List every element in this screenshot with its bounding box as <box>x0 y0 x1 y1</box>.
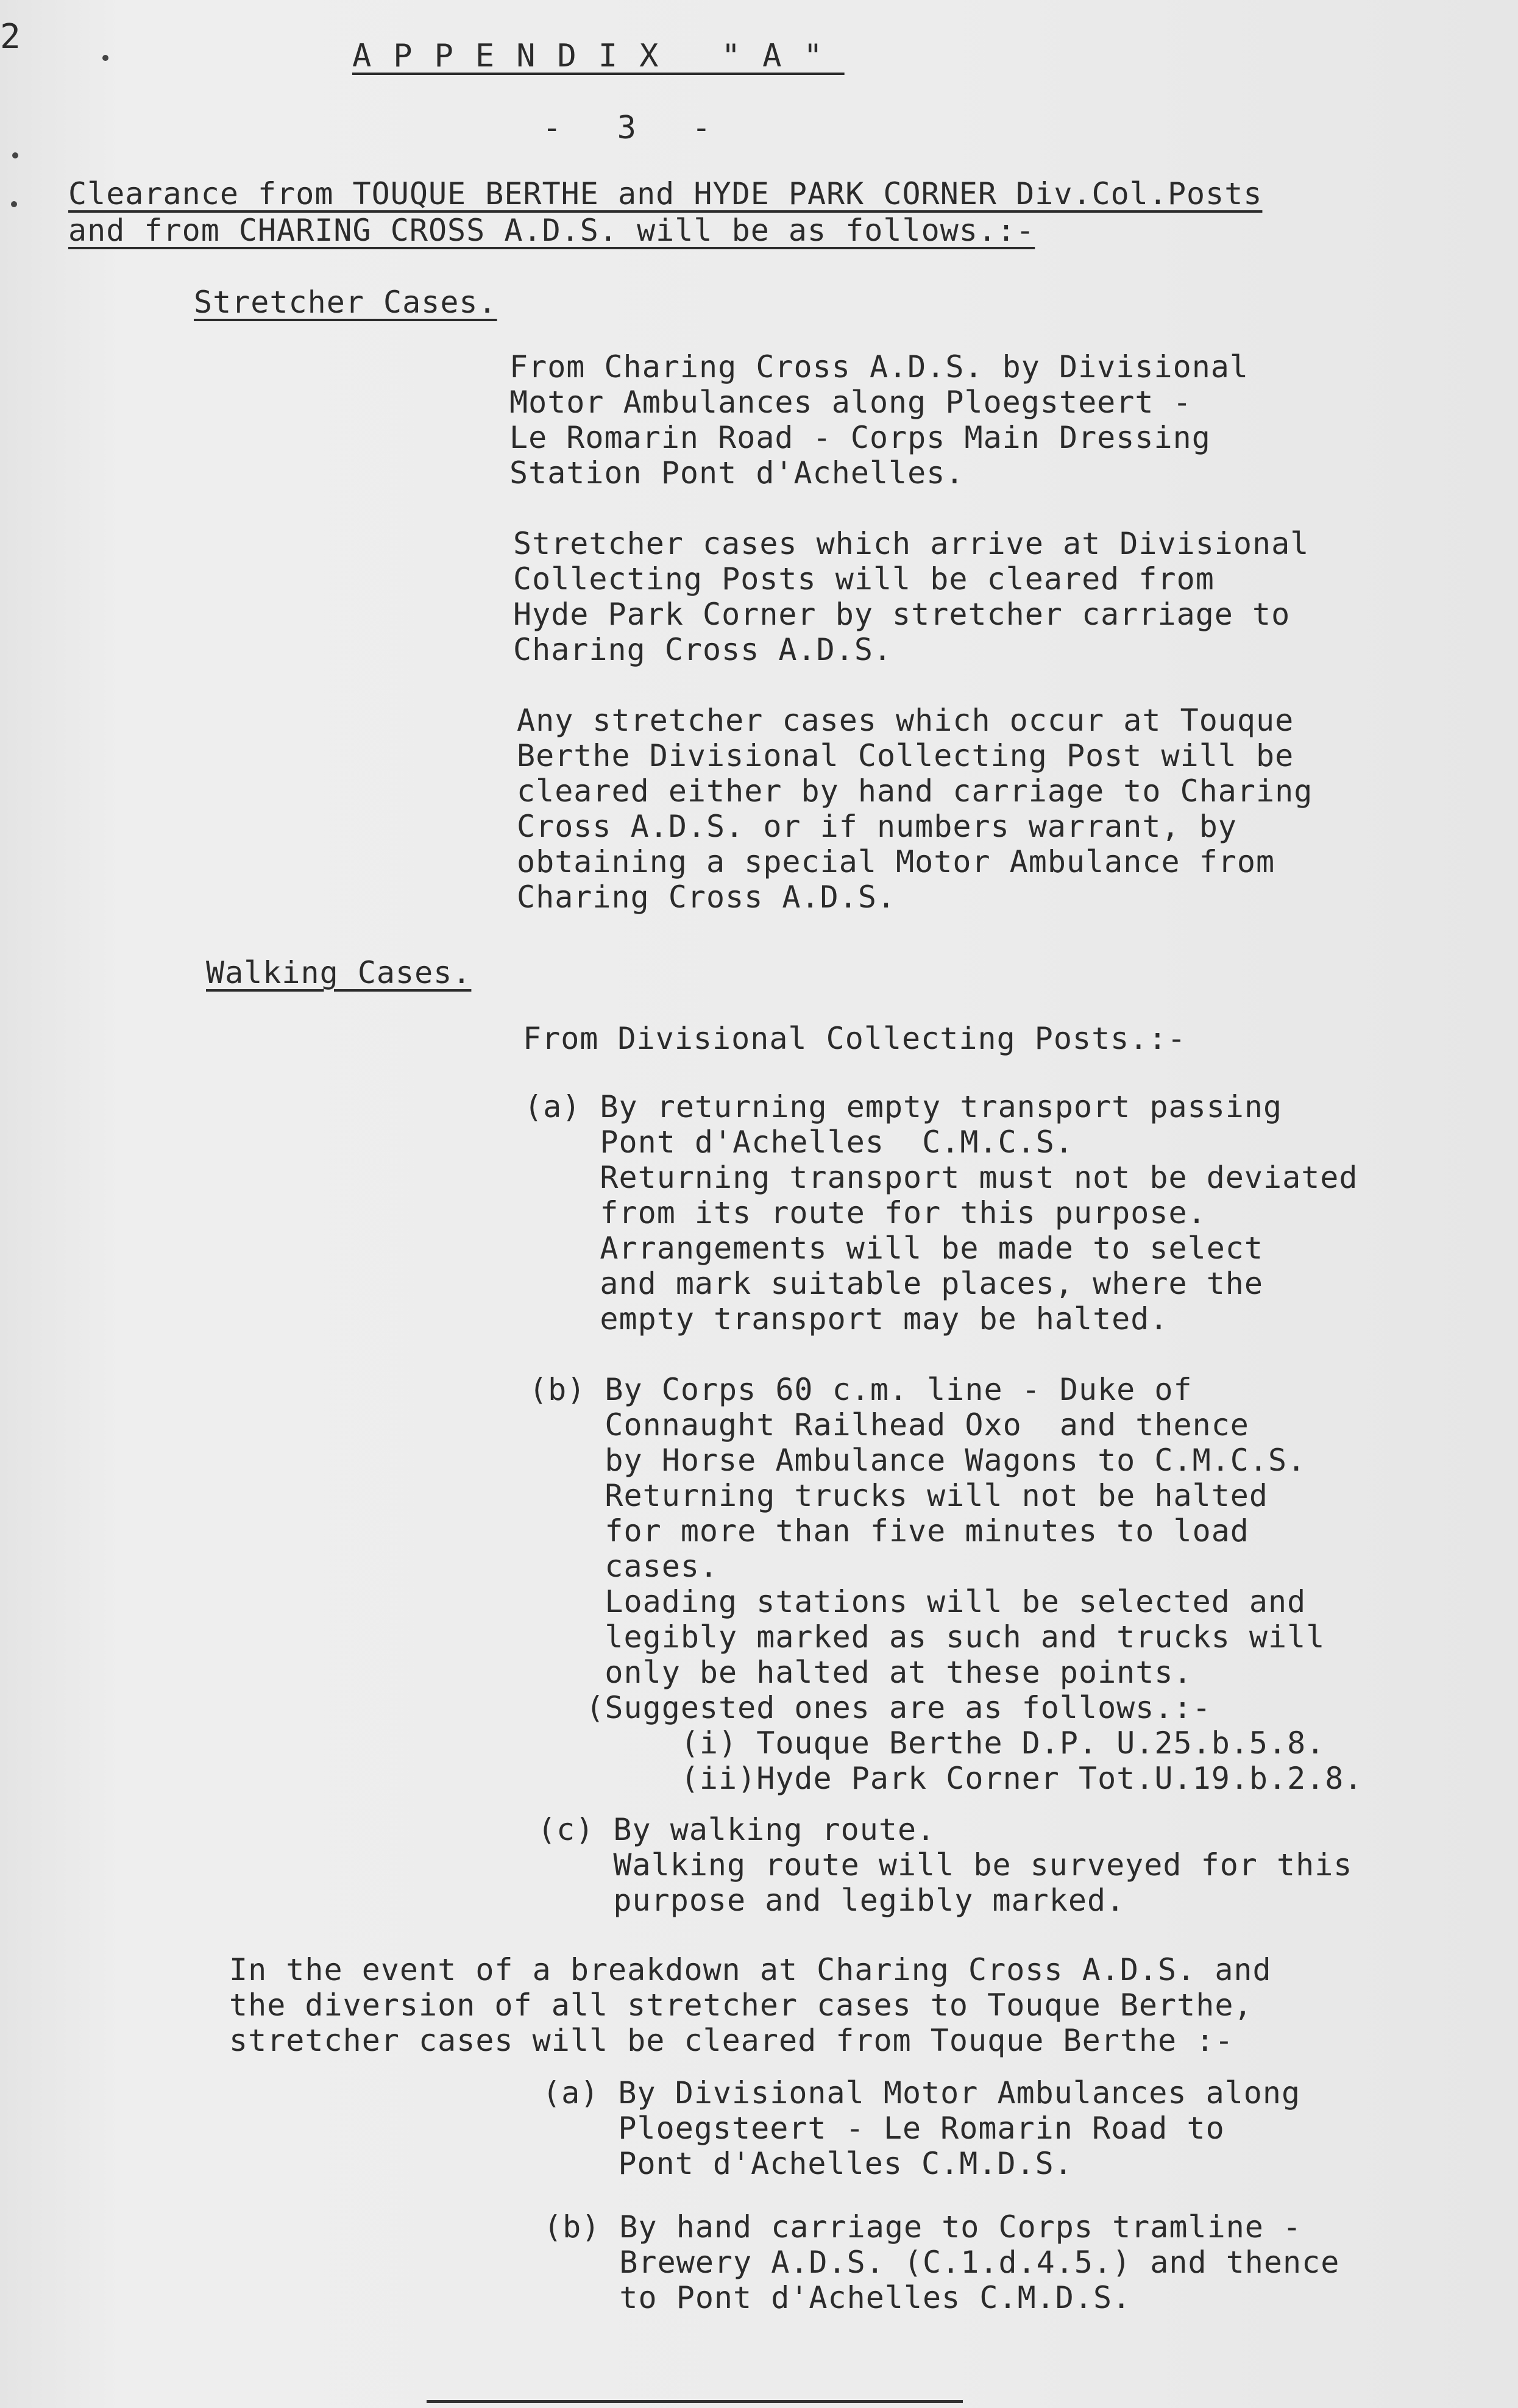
text-line: Station Pont d'Achelles. <box>509 455 965 491</box>
closing-rule <box>427 2400 963 2403</box>
text-line: From Charing Cross A.D.S. by Divisional <box>509 349 1249 385</box>
appendix-title: APPENDIX "A" <box>352 38 845 74</box>
text-line: Stretcher cases which arrive at Divisional <box>513 526 1310 561</box>
heading-line-2: and from CHARING CROSS A.D.S. will be as follows.:- <box>68 213 1035 248</box>
text-line: Walking route will be surveyed for this <box>537 1847 1353 1883</box>
text-line: Le Romarin Road - Corps Main Dressing <box>509 420 1211 455</box>
text-line: Returning transport must not be deviated <box>524 1160 1358 1195</box>
text-line: empty transport may be halted. <box>524 1301 1169 1337</box>
text-line: (a) By Divisional Motor Ambulances along <box>542 2075 1301 2111</box>
text-line: (Suggested ones are as follows.:- <box>529 1690 1211 1725</box>
text-line: Charing Cross A.D.S. <box>513 632 893 667</box>
text-line: legibly marked as such and trucks will <box>529 1619 1325 1655</box>
text-line: Cross A.D.S. or if numbers warrant, by <box>517 809 1237 844</box>
margin-number: 2 <box>0 17 21 57</box>
text-line: purpose and legibly marked. <box>537 1883 1126 1918</box>
punch-mark <box>12 152 18 158</box>
text-line: stretcher cases will be cleared from Touque Berthe :- <box>229 2023 1234 2058</box>
text-line: (b) By hand carriage to Corps tramline - <box>544 2209 1302 2245</box>
text-line: Connaught Railhead Oxo and thence <box>529 1407 1249 1443</box>
text-line: Returning trucks will not be halted <box>529 1478 1268 1513</box>
text-line: Pont d'Achelles C.M.C.S. <box>524 1124 1074 1160</box>
text-line: by Horse Ambulance Wagons to C.M.C.S. <box>529 1443 1307 1478</box>
stretcher-cases-heading: Stretcher Cases. <box>194 285 497 320</box>
text-line: Any stretcher cases which occur at Touque <box>517 703 1294 738</box>
text-line: Loading stations will be selected and <box>529 1584 1307 1619</box>
text-line: Motor Ambulances along Ploegsteert - <box>509 385 1192 420</box>
text-line: the diversion of all stretcher cases to Touque Berthe, <box>229 1987 1253 2023</box>
text-line: to Pont d'Achelles C.M.D.S. <box>544 2280 1132 2315</box>
punch-mark <box>11 201 17 207</box>
walking-cases-heading: Walking Cases. <box>206 955 472 990</box>
text-line: and mark suitable places, where the <box>524 1266 1263 1301</box>
text-line: (c) By walking route. <box>537 1812 936 1847</box>
walking-intro: From Divisional Collecting Posts.:- <box>523 1021 1186 1056</box>
text-line: Arrangements will be made to select <box>524 1231 1263 1266</box>
text-line: Ploegsteert - Le Romarin Road to <box>542 2111 1225 2146</box>
text-line: Hyde Park Corner by stretcher carriage to <box>513 597 1291 632</box>
text-line: for more than five minutes to load <box>529 1513 1249 1549</box>
text-line: Brewery A.D.S. (C.1.d.4.5.) and thence <box>544 2245 1340 2280</box>
text-line: (ii)Hyde Park Corner Tot.U.19.b.2.8. <box>529 1761 1363 1796</box>
text-line: (i) Touque Berthe D.P. U.25.b.5.8. <box>529 1725 1325 1761</box>
text-line: Collecting Posts will be cleared from <box>513 561 1215 597</box>
text-line: obtaining a special Motor Ambulance from <box>517 844 1275 879</box>
text-line: Pont d'Achelles C.M.D.S. <box>542 2146 1073 2181</box>
page-number: - 3 - <box>542 110 729 146</box>
heading-line-1: Clearance from TOUQUE BERTHE and HYDE PARK CORNER Div.Col.Posts <box>68 176 1263 211</box>
text-line: In the event of a breakdown at Charing Cross A.D.S. and <box>229 1952 1272 1987</box>
text-line: cases. <box>529 1549 719 1584</box>
text-line: (a) By returning empty transport passing <box>524 1089 1283 1124</box>
punch-mark <box>102 55 108 61</box>
text-line: Charing Cross A.D.S. <box>517 879 896 915</box>
text-line: (b) By Corps 60 c.m. line - Duke of <box>529 1372 1193 1407</box>
text-line: only be halted at these points. <box>529 1655 1193 1690</box>
text-line: from its route for this purpose. <box>524 1195 1207 1231</box>
text-line: Berthe Divisional Collecting Post will be <box>517 738 1294 773</box>
text-line: cleared either by hand carriage to Charing <box>517 773 1313 809</box>
